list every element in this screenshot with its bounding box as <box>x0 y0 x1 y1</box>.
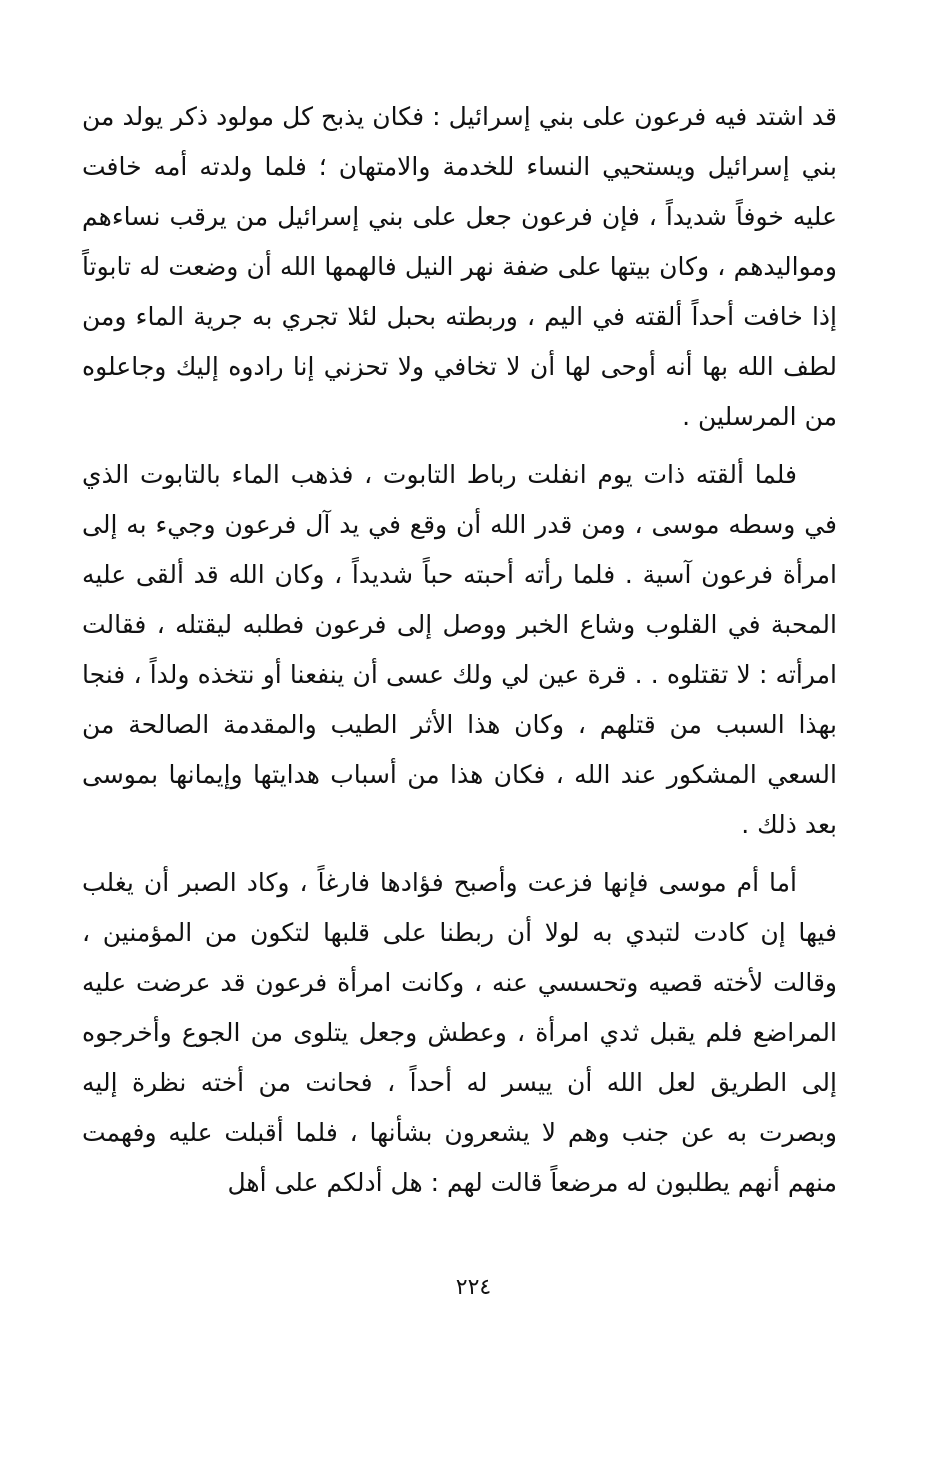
body-text <box>82 92 837 1216</box>
paragraph-2: فلما ألقته ذات يوم انفلت رباط التابوت ، فذهب الماء بالتابوت الذي في وسطه موسى ، ومن قدر الله أن وقع في يد آل فرعون وجيء به إلى امرأة فرعون آسية . فلما رأته أحبته حباً شديداً ، وكان الله قد ألقى عليه المحبة في القلوب وشاع الخبر ووصل إلى فرعون فطلبه ليقتله ، فقالت امرأته : لا تقتلوه . . قرة عين لي ولك عسى أن ينفعنا أو نتخذه ولداً ، فنجا بهذا السبب من قتلهم ، وكان هذا الأثر الطيب والمقدمة الصالحة من السعي المشكور عند الله ، فكان هذا من أسباب هدايتها وإيمانها بموسى بعد ذلك . <box>82 460 837 839</box>
paragraph-3: أما أم موسى فإنها فزعت وأصبح فؤادها فارغاً ، وكاد الصبر أن يغلب فيها إن كادت لتبدي به لولا أن ربطنا على قلبها لتكون من المؤمنين ، وقالت لأخته قصيه وتحسسي عنه ، وكانت امرأة فرعون قد عرضت عليه المراضع فلم يقبل ثدي امرأة ، وعطش وجعل يتلوى من الجوع وأخرجوه إلى الطريق لعل الله أن ييسر له أحداً ، فحانت من أخته نظرة إليه وبصرت به عن جنب وهم لا يشعرون بشأنها ، فلما أقبلت عليه وفهمت منهم أنهم يطلبون له مرضعاً قالت لهم : هل أدلكم على أهل <box>82 868 837 1197</box>
paragraph-1: قد اشتد فيه فرعون على بني إسرائيل : فكان يذبح كل مولود ذكر يولد من بني إسرائيل ويستحيي النساء للخدمة والامتهان ؛ فلما ولدته أمه خافت عليه خوفاً شديداً ، فإن فرعون جعل على بني إسرائيل من يرقب نساءهم ومواليدهم ، وكان بيتها على ضفة نهر النيل فالهمها الله أن وضعت له تابوتاً إذا خافت أحداً ألقته في اليم ، وربطته بحبل لئلا تجري به جرية الماء ومن لطف الله بها أنه أوحى لها أن لا تخافي ولا تحزني إنا رادوه إليك وجاعلوه من المرسلين . <box>82 102 837 431</box>
page-number: ٢٢٤ <box>455 1275 492 1300</box>
